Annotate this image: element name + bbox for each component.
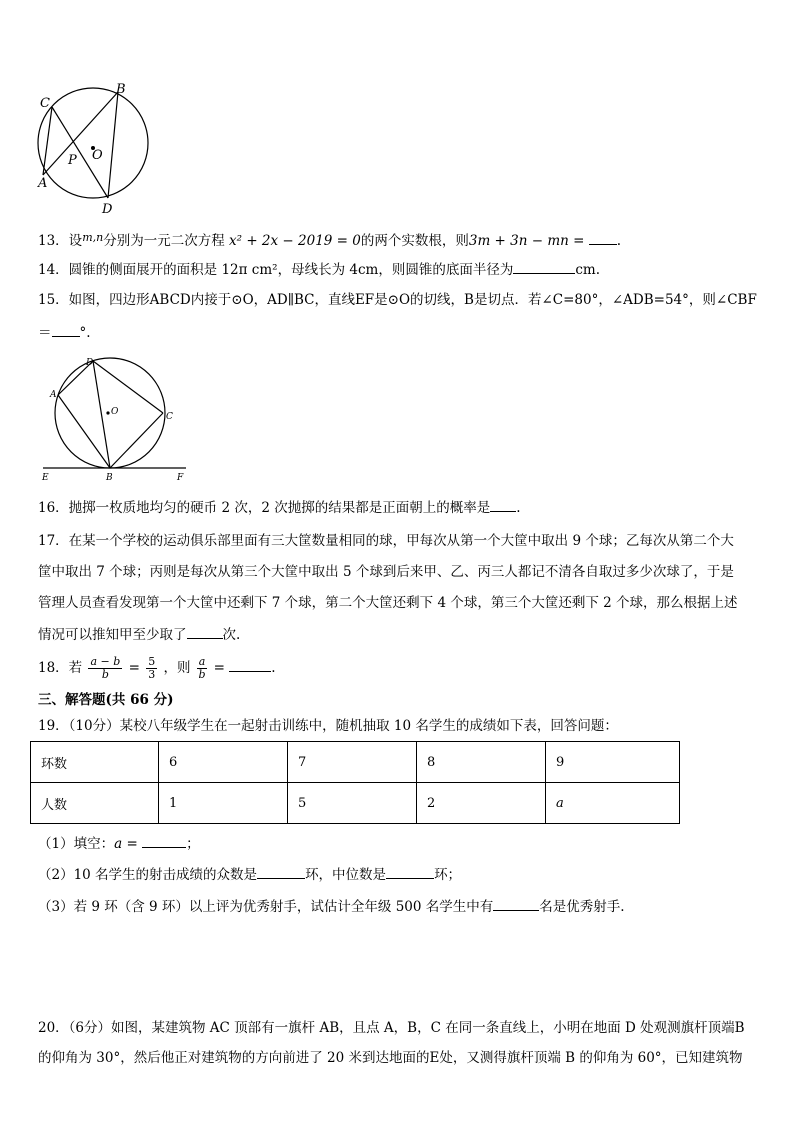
q19-p1-a: （1）填空： [38,836,115,852]
fig2-label-o: O [111,407,119,417]
table-cell: 5 [288,783,417,824]
table-cell: 6 [159,742,288,783]
q15-line2-b: °. [79,325,91,341]
question-19-intro: 19．（10分）某校八年级学生在一起射击训练中，随机抽取 10 名学生的成绩如下表，回答问题： [38,718,618,734]
question-15-line-1 [38,290,757,310]
fig1-label-o: O [92,148,103,163]
fig1-label-d: D [102,202,113,217]
question-13 [38,228,621,251]
q13-vars: m,n [82,231,104,244]
q19-p2-blank-1[interactable] [257,864,305,879]
fig1-label-c: C [40,96,50,111]
q18-end: . [271,660,276,676]
fig2-label-e: E [42,473,49,483]
q13-text-c: 的两个实数根，则 [360,233,469,249]
question-19-part-1 [38,833,200,854]
question-14 [38,259,600,280]
q19-p1-end: ； [186,836,200,852]
q19-p2-b: 环，中位数是 [305,867,387,883]
question-19-part-2 [38,864,461,885]
q18-fraction-3: $\frac{a}{b}$ [198,655,206,681]
question-17-line-4 [38,624,240,645]
table-cell: 2 [417,783,546,824]
q14-end: cm. [575,262,600,278]
fig1-label-b: B [116,82,126,97]
question-20-line-1: 20．（6分）如图，某建筑物 AC 顶部有一旗杆 AB，且点 A，B，C 在同一条直线上，小明在地面 D 处观测旗杆顶端B [38,1020,745,1036]
table-cell: 9 [546,742,680,783]
q14-answer-blank[interactable] [513,259,575,274]
q13-end: . [616,233,622,249]
q18-fraction-1: $\frac{a - b}{b}$ [90,655,121,681]
q17-line1: 17．在某一个学校的运动俱乐部里面有三大筐数量相同的球，甲每次从第一个大筐中取出 9 个球；乙每次从第二个大 [38,533,734,549]
table-cell: 1 [159,783,288,824]
q13-expr: 3m + 3n − mn = [468,233,585,249]
table-cell: 环数 [31,742,159,783]
q18-fraction-2: $\frac{5}{3}$ [148,655,156,681]
q18-text-b: ，则 [163,660,191,676]
question-17-line-1 [38,531,734,551]
score-table [30,741,680,824]
fig1-label-a: A [38,176,48,191]
table-row [31,742,680,783]
table-cell: 7 [288,742,417,783]
q17-line4-a: 情况可以推知甲至少取了 [38,627,187,643]
q13-text-a: 13．设 [38,233,83,249]
section-3-title: 三、解答题(共 66 分) [38,692,174,708]
fig1-label-p: P [68,153,77,168]
q19-p2-blank-2[interactable] [386,864,434,879]
q19-p3-blank[interactable] [493,896,539,911]
q17-line3: 管理人员查看发现第一个大筐中还剩下 7 个球，第二个大筐还剩下 4 个球，第三个大筐还剩下 2 个球，那么根据上述 [38,595,738,611]
q19-p1-b: = [122,836,138,852]
circle-figure-1 [30,80,170,220]
fig2-label-a: A [50,390,57,400]
q13-text-b: 分别为一元二次方程 [103,233,225,249]
table-cell: 8 [417,742,546,783]
question-19-part-3 [38,896,625,917]
fig2-label-c: C [166,412,173,422]
q19-p3-b: 名是优秀射手. [539,899,625,915]
question-16 [38,497,521,518]
q17-line2: 筐中取出 7 个球；丙则是每次从第三个大筐中取出 5 个球到后来甲、乙、丙三人都记不清各自取过多少次球了，于是 [38,564,734,580]
table-cell: a [546,783,680,824]
q18-text-a: 18．若 [38,660,83,676]
q15-answer-blank[interactable] [52,322,80,337]
q14-text: 14．圆锥的侧面展开的面积是 12π cm²，母线长为 4cm，则圆锥的底面半径为 [38,262,514,278]
question-20-line-2: 的仰角为 30°，然后他正对建筑物的方向前进了 20 米到达地面的E处，又测得旗杆顶端 B 的仰角为 60°，已知建筑物 [38,1050,743,1066]
q16-answer-blank[interactable] [490,497,516,512]
table-row [31,783,680,824]
question-17-line-2 [38,562,734,582]
q17-answer-blank[interactable] [187,624,223,639]
q13-equation: x² + 2x − 2019 = 0 [229,233,361,249]
q18-answer-blank[interactable] [229,657,271,672]
q16-end: . [516,500,521,516]
q17-line4-b: 次. [222,627,241,643]
q19-p1-answer-blank[interactable] [142,833,186,848]
q19-p2-a: （2）10 名学生的射击成绩的众数是 [38,867,258,883]
fig2-label-d: D [86,358,94,368]
question-17-line-3 [38,593,738,613]
q18-eq1: = [128,660,140,676]
fig2-label-f: F [177,473,184,483]
q18-eq2: = [213,660,225,676]
q19-p3-a: （3）若 9 环（含 9 环）以上评为优秀射手，试估计全年级 500 名学生中有 [38,899,494,915]
table-cell: 人数 [31,783,159,824]
question-18 [38,653,276,683]
q19-p1-var: a [114,836,123,852]
q19-p2-c: 环； [434,867,462,883]
fig2-label-b: B [106,473,113,483]
q15-line2-a: ＝ [38,325,52,341]
q15-line1: 15．如图，四边形ABCD内接于⊙O，AD∥BC，直线EF是⊙O的切线，B是切点．若∠C=80°，∠ADB=54°，则∠CBF [38,292,757,308]
question-15-line-2 [38,322,91,343]
q16-text: 16．抛掷一枚质地均匀的硬币 2 次，2 次抛掷的结果都是正面朝上的概率是 [38,500,491,516]
circle-figure-2 [38,355,198,485]
q13-answer-blank[interactable] [589,230,617,245]
